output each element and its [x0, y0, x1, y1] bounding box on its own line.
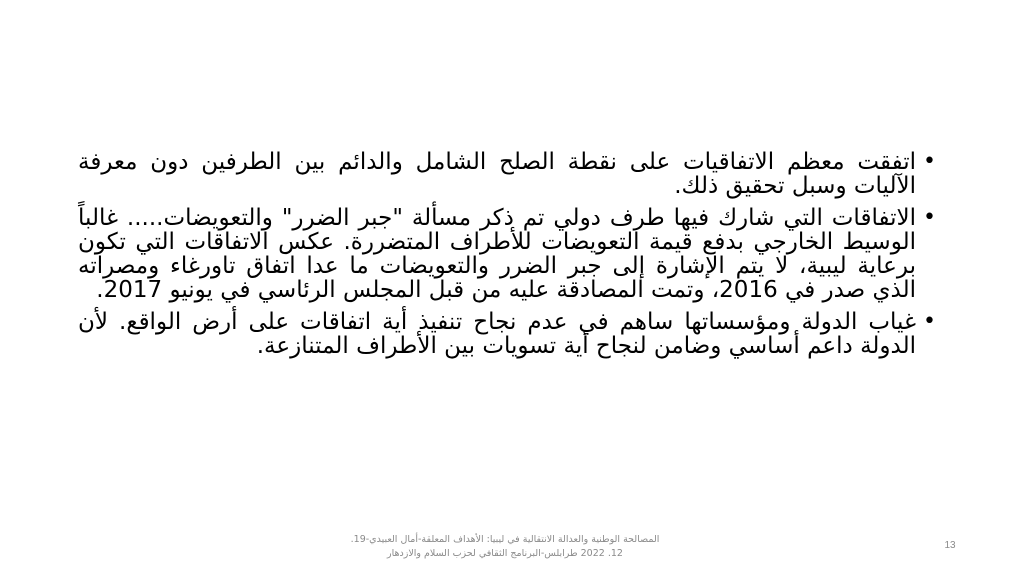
bullet-text: اتفقت معظم الاتفاقيات على نقطة الصلح الشامل والدائم بين الطرفين دون معرفة الآليات وسبل تحقيق ذلك.	[78, 149, 916, 199]
page-number: 13	[944, 540, 956, 551]
footer-citation	[320, 533, 690, 561]
bullet-list	[78, 150, 936, 358]
footer-citation-line: 12. 2022 طرابلس-البرنامج الثقافي لحزب السلام والازدهار	[387, 548, 623, 559]
bullet-icon: •	[923, 205, 936, 230]
bullet-icon: •	[923, 309, 936, 334]
bullet-icon: •	[923, 149, 936, 174]
bullet-item-state-absence	[78, 310, 936, 358]
slide-body	[78, 150, 936, 366]
bullet-text: الاتفاقات التي شارك فيها طرف دولي تم ذكر مسألة "جبر الضرر" والتعويضات..... غالباً الوسيط الخارجي بدفع قيمة التعويضات للأطراف المتضررة. عكس الاتفاقات التي تكون برعاية ليبية، لا يتم الإشارة إلى جبر الضرر والتعويضات ما عدا اتفاق تاورغاء ومصراته الذي صدر في 2016، وتمت المصادقة عليه من قبل المجلس الرئاسي في يونيو 2017.	[78, 205, 916, 303]
bullet-item-compensation	[78, 206, 936, 302]
footer-citation-line: المصالحة الوطنية والعدالة الانتقالية في ليبيا: الأهداف المعلقة-أمال العبيدي-19.	[350, 534, 660, 545]
bullet-item-agreements-peace	[78, 150, 936, 198]
bullet-text: غياب الدولة ومؤسساتها ساهم في عدم نجاح تنفيذ أية اتفاقات على أرض الواقع. لأن الدولة داعم أساسي وضامن لنجاح أية تسويات بين الأطراف المتنازعة.	[78, 309, 916, 359]
